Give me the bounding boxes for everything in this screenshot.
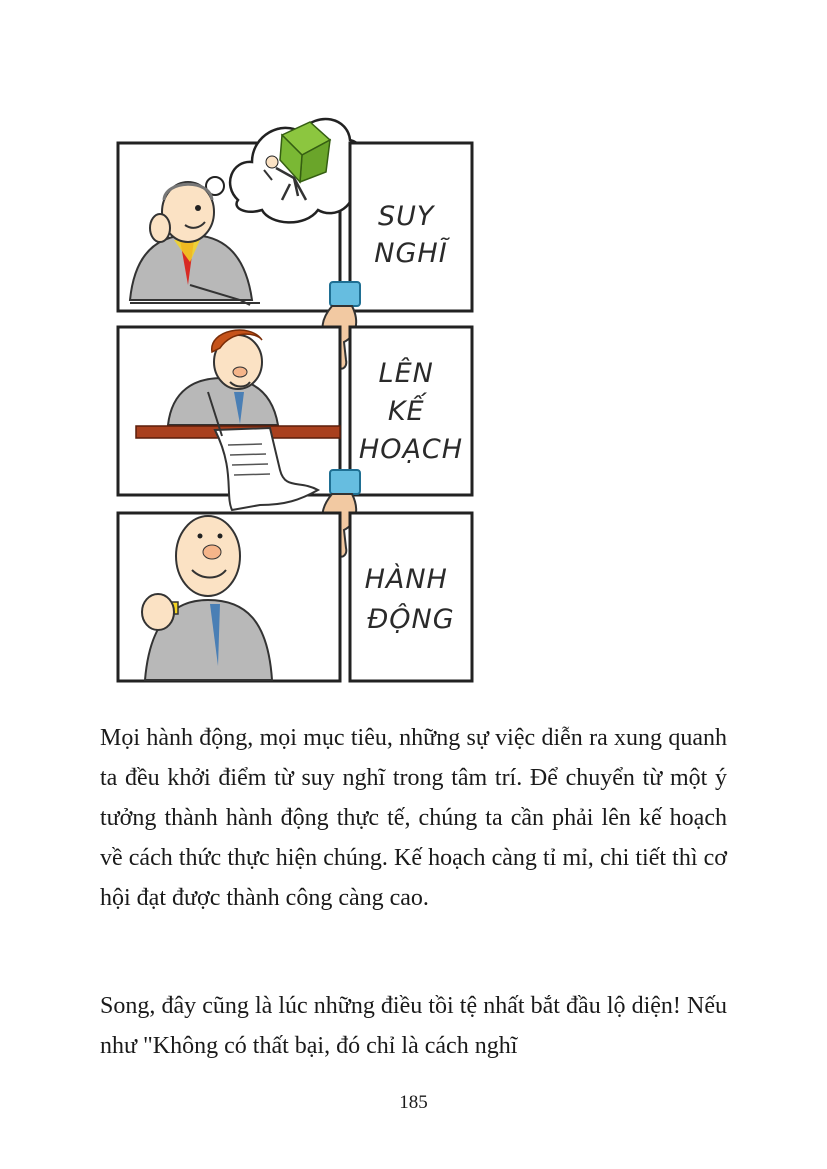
panel-label-2: LÊN KẾ HOẠCH	[358, 358, 464, 465]
panel-think	[118, 119, 366, 311]
panel-label-1: SUY NGHĨ	[374, 201, 448, 269]
paragraph-2: Song, đây cũng là lúc những điều tồi tệ nhất bắt đầu lộ diện! Nếu như "Không có thất bại, đó chỉ là cách nghĩ	[100, 993, 727, 1059]
paragraph-1: Mọi hành động, mọi mục tiêu, những sự việc diễn ra xung quanh ta đều khởi điểm từ suy nghĩ trong tâm trí. Để chuyển từ một ý tưởng thành hành động thực tế, chúng ta cần phải lên kế hoạch về cách thức thực hiện chúng. Kế hoạch càng tỉ mỉ, chi tiết thì cơ hội đạt được thành công càng cao.	[100, 725, 727, 911]
panel-label-box-3	[350, 513, 472, 681]
panel-plan	[118, 327, 340, 510]
page-number: 185	[399, 1092, 428, 1113]
panel-label-3: HÀNH ĐỘNG	[364, 564, 455, 635]
panel-act	[118, 513, 340, 681]
